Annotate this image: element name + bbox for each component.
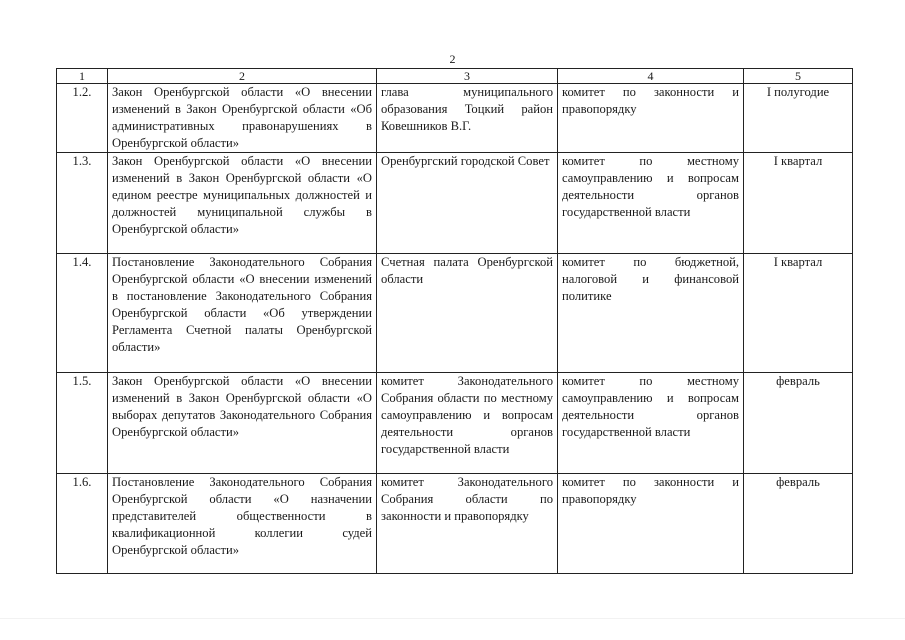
- term-cell: I полугодие: [744, 84, 853, 153]
- developer-cell: глава муниципального образования Тоцкий район Ковешников В.Г.: [377, 84, 558, 153]
- developer-cell: Счетная палата Оренбургской области: [377, 254, 558, 373]
- item-number: 1.6.: [57, 474, 108, 574]
- term-cell: февраль: [744, 373, 853, 474]
- committee-cell: комитет по местному самоуправлению и вопросам деятельности органов государственной власти: [558, 153, 744, 254]
- document-title: Закон Оренбургской области «О внесении изменений в Закон Оренбургской области «Об административных правонарушениях в Оренбургской области»: [108, 84, 377, 153]
- legislative-plan-table: [56, 68, 853, 574]
- item-number: 1.5.: [57, 373, 108, 474]
- table-row: [57, 84, 853, 153]
- document-title: Закон Оренбургской области «О внесении изменений в Закон Оренбургской области «О едином реестре муниципальных должностей и должностей муниципальной службы в Оренбургской области»: [108, 153, 377, 254]
- developer-cell: комитет Законодательного Собрания области по законности и правопорядку: [377, 474, 558, 574]
- document-title: Закон Оренбургской области «О внесении изменений в Закон Оренбургской области «О выборах депутатов Законодательного Собрания Оренбургской области»: [108, 373, 377, 474]
- item-number: 1.3.: [57, 153, 108, 254]
- column-header-5: 5: [744, 69, 853, 84]
- committee-cell: комитет по законности и правопорядку: [558, 84, 744, 153]
- column-header-1: 1: [57, 69, 108, 84]
- table-header-row: [57, 69, 853, 84]
- committee-cell: комитет по местному самоуправлению и вопросам деятельности органов государственной власти: [558, 373, 744, 474]
- table-row: [57, 373, 853, 474]
- table-row: [57, 254, 853, 373]
- item-number: 1.4.: [57, 254, 108, 373]
- page-number: 2: [449, 52, 456, 66]
- table-row: [57, 153, 853, 254]
- document-title: Постановление Законодательного Собрания Оренбургской области «О назначении представителей общественности в квалификационной коллегии судей Оренбургской области»: [108, 474, 377, 574]
- column-header-4: 4: [558, 69, 744, 84]
- developer-cell: комитет Законодательного Собрания области по местному самоуправлению и вопросам деятельности органов государственной власти: [377, 373, 558, 474]
- column-header-2: 2: [108, 69, 377, 84]
- page-edge: [0, 618, 905, 619]
- term-cell: I квартал: [744, 254, 853, 373]
- committee-cell: комитет по бюджетной, налоговой и финансовой политике: [558, 254, 744, 373]
- developer-cell: Оренбургский городской Совет: [377, 153, 558, 254]
- term-cell: I квартал: [744, 153, 853, 254]
- item-number: 1.2.: [57, 84, 108, 153]
- table-row: [57, 474, 853, 574]
- document-title: Постановление Законодательного Собрания Оренбургской области «О внесении изменений в постановление Законодательного Собрания Оренбургской области «Об утверждении Регламента Счетной палаты Оренбургской области»: [108, 254, 377, 373]
- term-cell: февраль: [744, 474, 853, 574]
- column-header-3: 3: [377, 69, 558, 84]
- committee-cell: комитет по законности и правопорядку: [558, 474, 744, 574]
